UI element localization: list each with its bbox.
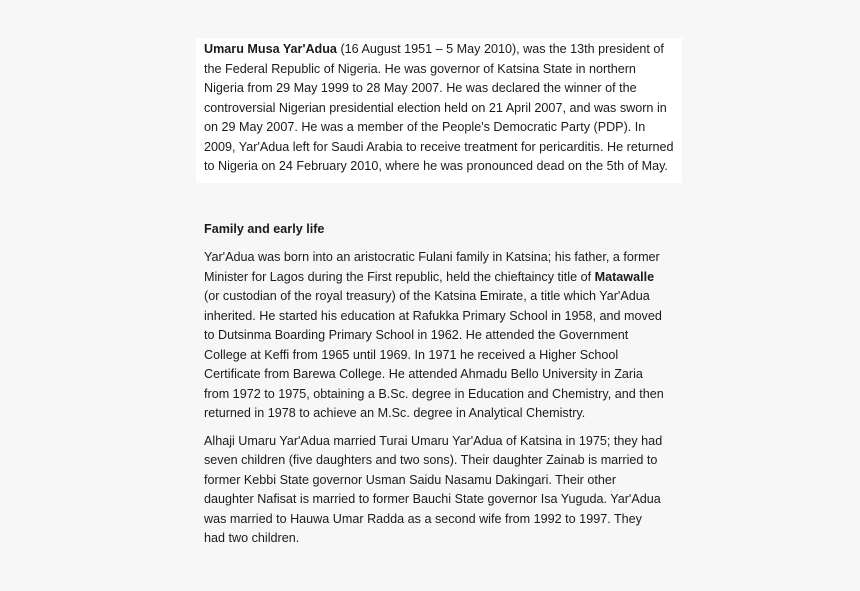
p1-text-start: Yar'Adua was born into an aristocratic Fulani family in Katsina; his father, a former Minister for Lagos during the First republic, held the chieftaincy title of: [204, 250, 660, 284]
title-matawalle: Matawalle: [594, 269, 655, 284]
p1-text-end: (or custodian of the royal treasury) of the Katsina Emirate, a title which Yar'Adua inherited. He started his education at Rafukka Primary School in 1958, and moved to Dutsinma Boarding Primary School in 1962. He attended the Government College at Keffi from 1965 until 1969. In 1971 he received a Higher School Certificate from Barewa College. He attended Ahmadu Bello University in Zaria from 1972 to 1975, obtaining a B.Sc. degree in Education and Chemistry, and then returned in 1978 to achieve an M.Sc. degree in Analytical Chemistry.: [204, 289, 664, 420]
intro-paragraph-block: [196, 38, 682, 183]
section-body: [204, 248, 664, 557]
intro-paragraph: [204, 40, 674, 177]
subject-name: Umaru Musa Yar'Adua: [204, 42, 337, 56]
intro-text: (16 August 1951 – 5 May 2010), was the 13th president of the Federal Republic of Nigeria. He was governor of Katsina State in northern Nigeria from 29 May 1999 to 28 May 2007. He was declared the winner of the controversial Nigerian presidential election held on 21 April 2007, and was sworn in on 29 May 2007. He was a member of the People's Democratic Party (PDP). In 2009, Yar'Adua left for Saudi Arabia to receive treatment for pericarditis. He returned to Nigeria on 24 February 2010, where he was pronounced dead on the 5th of May.: [204, 42, 674, 173]
section-heading: Family and early life: [204, 222, 325, 236]
paragraph-family: Alhaji Umaru Yar'Adua married Turai Umaru Yar'Adua of Katsina in 1975; they had seven children (five daughters and two sons). Their daughter Zainab is married to former Kebbi State governor Usman Saidu Nasamu Dakingari. Their other daughter Nafisat is married to former Bauchi State governor Isa Yuguda. Yar'Adua was married to Hauwa Umar Radda as a second wife from 1992 to 1997. They had two children.: [204, 433, 663, 545]
paragraph-early-life: [204, 248, 664, 424]
